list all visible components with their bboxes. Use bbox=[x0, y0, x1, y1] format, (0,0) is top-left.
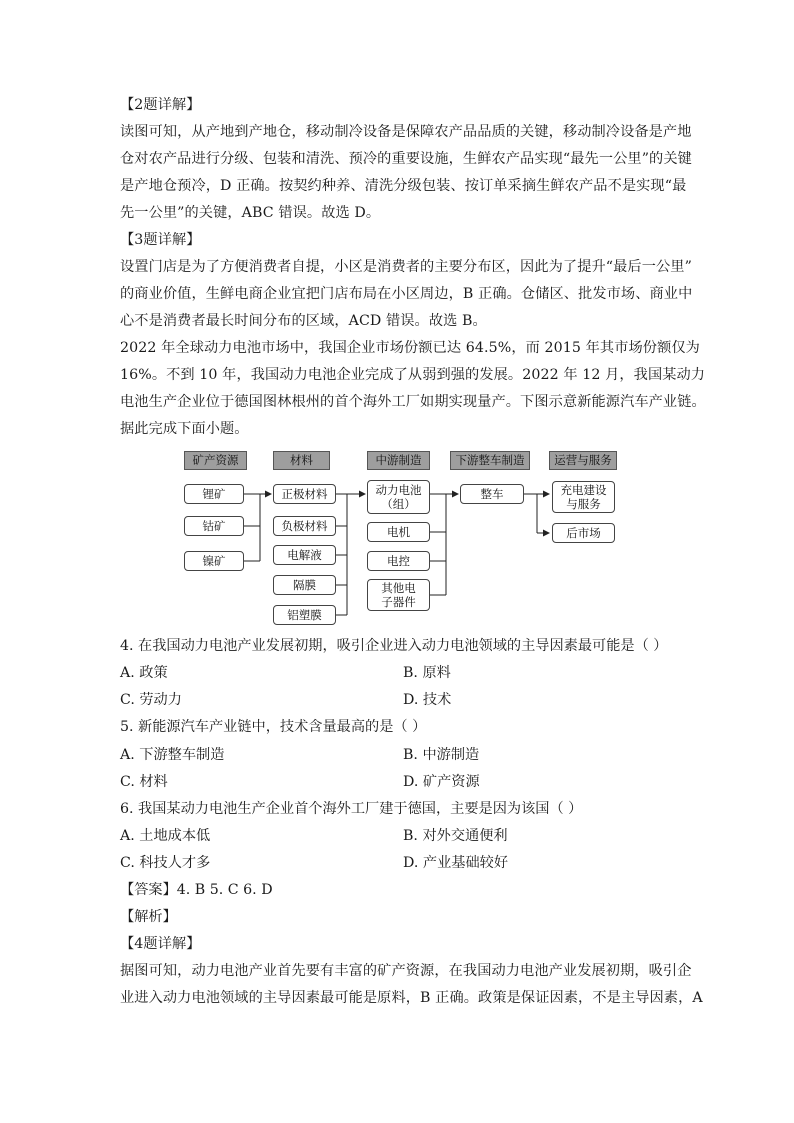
question-5-option-a: A. 下游整车制造 bbox=[120, 747, 225, 763]
service-charging: 充电建设 与服务 bbox=[552, 481, 615, 513]
material-cathode: 正极材料 bbox=[273, 484, 336, 504]
question-5-option-b: B. 中游制造 bbox=[403, 747, 480, 763]
question-4-option-d: D. 技术 bbox=[403, 692, 452, 708]
material-separator: 隔膜 bbox=[273, 575, 336, 595]
question-4-stem: 4. 在我国动力电池产业发展初期，吸引企业进入动力电池领域的主导因素最可能是（ ） bbox=[120, 638, 668, 654]
section2-line: 仓对农产品进行分级、包装和清洗、预冷的重要设施，生鲜农产品实现“最先一公里”的关键 bbox=[120, 151, 692, 167]
service-aftermarket: 后市场 bbox=[552, 523, 615, 543]
section4-heading: 【4题详解】 bbox=[120, 936, 201, 952]
section2-heading: 【2题详解】 bbox=[120, 97, 201, 113]
material-anode: 负极材料 bbox=[273, 516, 336, 536]
header-materials: 材料 bbox=[273, 451, 330, 470]
section2-line: 先一公里”的关键，ABC 错误。故选 D。 bbox=[120, 205, 381, 221]
section3-line: 设置门店是为了方便消费者自提，小区是消费者的主要分布区，因此为了提升“最后一公里” bbox=[120, 259, 692, 275]
section4-line: 据图可知，动力电池产业首先要有丰富的矿产资源，在我国动力电池产业发展初期，吸引企 bbox=[120, 963, 692, 979]
intro-line: 2022 年全球动力电池市场中，我国企业市场份额已达 64.5%，而 2015 年其市场份额仅为 bbox=[120, 340, 700, 356]
question-6-option-a: A. 土地成本低 bbox=[120, 828, 211, 844]
mineral-lithium: 锂矿 bbox=[184, 484, 244, 504]
question-6-stem: 6. 我国某动力电池生产企业首个海外工厂建于德国，主要是因为该国（ ） bbox=[120, 801, 583, 817]
section3-heading: 【3题详解】 bbox=[120, 232, 201, 248]
section2-line: 是产地仓预冷，D 正确。按契约种养、清洗分级包装、按订单采摘生鲜农产品不是实现“最 bbox=[120, 178, 687, 194]
header-operation-service: 运营与服务 bbox=[549, 451, 617, 470]
question-5-option-c: C. 材料 bbox=[120, 774, 168, 790]
question-4-option-a: A. 政策 bbox=[120, 665, 168, 681]
midstream-other-electronics: 其他电 子器件 bbox=[367, 579, 430, 611]
intro-line: 据此完成下面小题。 bbox=[120, 421, 249, 437]
analysis-heading: 【解析】 bbox=[120, 909, 177, 925]
answer-line: 【答案】4. B 5. C 6. D bbox=[120, 882, 273, 898]
question-6-option-b: B. 对外交通便利 bbox=[403, 828, 508, 844]
header-mineral-resources: 矿产资源 bbox=[184, 451, 247, 470]
intro-line: 电池生产企业位于德国图林根州的首个海外工厂如期实现量产。下图示意新能源汽车产业链。 bbox=[120, 394, 706, 410]
question-5-option-d: D. 矿产资源 bbox=[403, 774, 480, 790]
midstream-electronic-control: 电控 bbox=[367, 551, 430, 571]
section2-line: 读图可知，从产地到产地仓，移动制冷设备是保障农产品品质的关键，移动制冷设备是产地 bbox=[120, 124, 692, 140]
section4-line: 业进入动力电池领域的主导因素最可能是原料，B 正确。政策是保证因素，不是主导因素，A bbox=[120, 990, 703, 1006]
mineral-cobalt: 钴矿 bbox=[184, 516, 244, 536]
intro-line: 16%。不到 10 年，我国动力电池企业完成了从弱到强的发展。2022 年 12 月，我国某动力 bbox=[120, 367, 706, 383]
midstream-power-battery: 动力电池 （组） bbox=[367, 480, 430, 514]
header-downstream: 下游整车制造 bbox=[450, 451, 530, 470]
header-midstream: 中游制造 bbox=[367, 451, 430, 470]
question-4-option-c: C. 劳动力 bbox=[120, 692, 182, 708]
section3-line: 的商业价值，生鲜电商企业宜把门店布局在小区周边，B 正确。仓储区、批发市场、商业中 bbox=[120, 286, 693, 302]
industry-chain-diagram bbox=[180, 448, 620, 630]
question-6-option-c: C. 科技人才多 bbox=[120, 855, 211, 871]
question-4-option-b: B. 原料 bbox=[403, 665, 451, 681]
mineral-nickel: 镍矿 bbox=[184, 551, 244, 571]
question-6-option-d: D. 产业基础较好 bbox=[403, 855, 509, 871]
material-electrolyte: 电解液 bbox=[273, 545, 336, 565]
question-5-stem: 5. 新能源汽车产业链中，技术含量最高的是（ ） bbox=[120, 719, 427, 735]
downstream-vehicle: 整车 bbox=[460, 484, 524, 504]
midstream-motor: 电机 bbox=[367, 522, 430, 542]
section3-line: 心不是消费者最长时间分布的区域，ACD 错误。故选 B。 bbox=[120, 313, 487, 329]
material-aluminum-film: 铝塑膜 bbox=[273, 605, 336, 625]
